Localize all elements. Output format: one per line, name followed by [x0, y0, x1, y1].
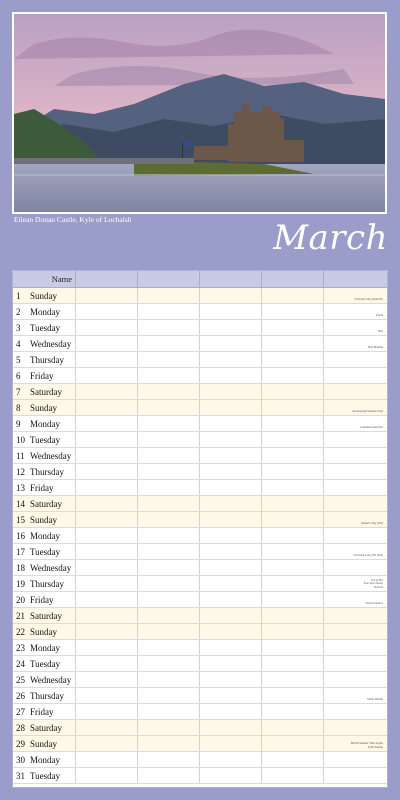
day-row: [13, 720, 387, 736]
day-number: 8: [13, 400, 29, 415]
day-name: Saturday: [29, 608, 76, 623]
entry-cell[interactable]: [200, 416, 262, 431]
entry-cell[interactable]: [200, 464, 262, 479]
entry-cell[interactable]: [324, 368, 386, 383]
day-row: [13, 752, 387, 768]
name-column-1[interactable]: [76, 271, 138, 287]
entry-cell[interactable]: [200, 432, 262, 447]
day-row: [13, 640, 387, 656]
entry-cell[interactable]: [76, 512, 138, 527]
day-name: Sunday: [29, 400, 76, 415]
holiday-note: Purim: [376, 313, 383, 317]
entry-cell[interactable]: [76, 288, 138, 303]
entry-cell[interactable]: [324, 592, 386, 607]
day-name: Wednesday: [29, 448, 76, 463]
entry-cell[interactable]: [76, 352, 138, 367]
day-name: Friday: [29, 704, 76, 719]
entry-cell[interactable]: [76, 672, 138, 687]
day-name: Sunday: [29, 512, 76, 527]
entry-cell[interactable]: [262, 528, 324, 543]
holiday-note: Vernal Equinox: [365, 601, 383, 605]
entry-cell[interactable]: [200, 480, 262, 495]
entry-cell[interactable]: [262, 448, 324, 463]
entry-cell[interactable]: [138, 384, 200, 399]
day-number: 20: [13, 592, 29, 607]
entry-cell[interactable]: [76, 496, 138, 511]
entry-cell[interactable]: [76, 704, 138, 719]
day-number: 1: [13, 288, 29, 303]
entry-cell[interactable]: [138, 512, 200, 527]
day-name: Friday: [29, 368, 76, 383]
entry-cell[interactable]: [138, 768, 200, 783]
entry-cell[interactable]: [262, 656, 324, 671]
entry-cell[interactable]: [324, 448, 386, 463]
day-name: Monday: [29, 304, 76, 319]
entry-cell[interactable]: [200, 768, 262, 783]
entry-cell[interactable]: [138, 448, 200, 463]
entry-cell[interactable]: [262, 720, 324, 735]
day-row: [13, 560, 387, 576]
day-number: 6: [13, 368, 29, 383]
entry-cell[interactable]: [262, 352, 324, 367]
entry-cell[interactable]: [262, 592, 324, 607]
holiday-note: St David's Day (WALES): [354, 297, 383, 301]
entry-cell[interactable]: [324, 496, 386, 511]
day-number: 29: [13, 736, 29, 751]
entry-cell[interactable]: [200, 512, 262, 527]
entry-cell[interactable]: [262, 304, 324, 319]
entry-cell[interactable]: [200, 304, 262, 319]
entry-cell[interactable]: [262, 688, 324, 703]
entry-cell[interactable]: [138, 336, 200, 351]
day-name: Friday: [29, 480, 76, 495]
day-number: 24: [13, 656, 29, 671]
entry-cell[interactable]: [324, 736, 386, 751]
day-row: [13, 656, 387, 672]
holiday-note: Mother's Day (UK): [361, 521, 383, 525]
entry-cell[interactable]: [76, 432, 138, 447]
day-row: [13, 528, 387, 544]
day-row: [13, 480, 387, 496]
entry-cell[interactable]: [76, 400, 138, 415]
day-number: 11: [13, 448, 29, 463]
entry-cell[interactable]: [200, 528, 262, 543]
photo-frame: [12, 12, 387, 214]
entry-cell[interactable]: [262, 512, 324, 527]
day-name: Sunday: [29, 624, 76, 639]
day-row: [13, 384, 387, 400]
entry-cell[interactable]: [262, 768, 324, 783]
day-number: 26: [13, 688, 29, 703]
entry-cell[interactable]: [76, 592, 138, 607]
entry-cell[interactable]: [200, 624, 262, 639]
entry-cell[interactable]: [324, 560, 386, 575]
entry-cell[interactable]: [200, 560, 262, 575]
entry-cell[interactable]: [138, 304, 200, 319]
entry-cell[interactable]: [200, 384, 262, 399]
entry-cell[interactable]: [200, 368, 262, 383]
entry-cell[interactable]: [262, 736, 324, 751]
entry-cell[interactable]: [200, 320, 262, 335]
day-name: Sunday: [29, 736, 76, 751]
entry-cell[interactable]: [262, 368, 324, 383]
entry-cell[interactable]: [138, 592, 200, 607]
entry-cell[interactable]: [324, 400, 386, 415]
holiday-note: Commonwealth Day: [359, 425, 383, 429]
entry-cell[interactable]: [324, 528, 386, 543]
entry-cell[interactable]: [200, 592, 262, 607]
day-number: 18: [13, 560, 29, 575]
entry-cell[interactable]: [324, 336, 386, 351]
holiday-note: Holi: [378, 329, 383, 333]
day-number: 22: [13, 624, 29, 639]
entry-cell[interactable]: [138, 528, 200, 543]
entry-cell[interactable]: [262, 336, 324, 351]
day-number: 28: [13, 720, 29, 735]
entry-cell[interactable]: [262, 384, 324, 399]
entry-cell[interactable]: [138, 400, 200, 415]
entry-cell[interactable]: [324, 688, 386, 703]
day-row: [13, 688, 387, 704]
entry-cell[interactable]: [200, 752, 262, 767]
entry-cell[interactable]: [138, 704, 200, 719]
entry-cell[interactable]: [76, 736, 138, 751]
day-row: [13, 368, 387, 384]
holiday-note: British Summer Time begins Palm Sunday: [350, 742, 383, 749]
day-row: [13, 464, 387, 480]
day-row: [13, 544, 387, 560]
day-number: 27: [13, 704, 29, 719]
entry-cell[interactable]: [324, 512, 386, 527]
landscape-illustration: [14, 14, 385, 212]
day-name: Tuesday: [29, 320, 76, 335]
day-name: Tuesday: [29, 768, 76, 783]
day-row: [13, 624, 387, 640]
entry-cell[interactable]: [138, 672, 200, 687]
day-row: [13, 672, 387, 688]
entry-cell[interactable]: [76, 608, 138, 623]
entry-cell[interactable]: [200, 704, 262, 719]
day-row: [13, 704, 387, 720]
entry-cell[interactable]: [138, 560, 200, 575]
entry-cell[interactable]: [76, 656, 138, 671]
entry-cell[interactable]: [262, 624, 324, 639]
entry-cell[interactable]: [138, 352, 200, 367]
entry-cell[interactable]: [324, 672, 386, 687]
day-number: 21: [13, 608, 29, 623]
day-row: [13, 288, 387, 304]
day-number: 23: [13, 640, 29, 655]
day-row: [13, 352, 387, 368]
day-name: Tuesday: [29, 544, 76, 559]
entry-cell[interactable]: [76, 768, 138, 783]
entry-cell[interactable]: [262, 480, 324, 495]
day-name: Wednesday: [29, 560, 76, 575]
day-number: 9: [13, 416, 29, 431]
entry-cell[interactable]: [76, 368, 138, 383]
entry-cell[interactable]: [138, 752, 200, 767]
calendar-grid: [12, 270, 388, 788]
name-column-4[interactable]: [262, 271, 324, 287]
month-title: March: [273, 218, 388, 258]
entry-cell[interactable]: [76, 336, 138, 351]
day-row: [13, 304, 387, 320]
entry-cell[interactable]: [324, 752, 386, 767]
entry-cell[interactable]: [262, 560, 324, 575]
day-name: Monday: [29, 640, 76, 655]
entry-cell[interactable]: [262, 640, 324, 655]
holiday-note: International Women's Day: [352, 409, 383, 413]
day-number: 30: [13, 752, 29, 767]
day-row: [13, 592, 387, 608]
day-name: Monday: [29, 752, 76, 767]
entry-cell[interactable]: [262, 496, 324, 511]
entry-cell[interactable]: [324, 544, 386, 559]
entry-cell[interactable]: [138, 464, 200, 479]
day-row: [13, 448, 387, 464]
entry-cell[interactable]: [76, 480, 138, 495]
entry-cell[interactable]: [324, 768, 386, 783]
entry-cell[interactable]: [138, 320, 200, 335]
entry-cell[interactable]: [262, 752, 324, 767]
holiday-note: St Patrick's Day (NI, ROI): [353, 553, 383, 557]
day-number: 16: [13, 528, 29, 543]
entry-cell[interactable]: [76, 624, 138, 639]
day-rows: [13, 288, 387, 784]
grid-header: [13, 271, 387, 288]
entry-cell[interactable]: [138, 608, 200, 623]
entry-cell[interactable]: [200, 448, 262, 463]
entry-cell[interactable]: [262, 704, 324, 719]
entry-cell[interactable]: [76, 560, 138, 575]
entry-cell[interactable]: [200, 288, 262, 303]
name-column-header: Name: [13, 271, 76, 287]
day-row: [13, 608, 387, 624]
day-name: Thursday: [29, 352, 76, 367]
entry-cell[interactable]: [200, 544, 262, 559]
day-name: Monday: [29, 416, 76, 431]
entry-cell[interactable]: [138, 720, 200, 735]
entry-cell[interactable]: [138, 576, 200, 591]
day-name: Saturday: [29, 496, 76, 511]
entry-cell[interactable]: [200, 608, 262, 623]
entry-cell[interactable]: [200, 720, 262, 735]
entry-cell[interactable]: [76, 528, 138, 543]
entry-cell[interactable]: [324, 624, 386, 639]
day-row: [13, 576, 387, 592]
day-number: 17: [13, 544, 29, 559]
entry-cell[interactable]: [138, 640, 200, 655]
entry-cell[interactable]: [76, 688, 138, 703]
entry-cell[interactable]: [324, 720, 386, 735]
entry-cell[interactable]: [200, 672, 262, 687]
entry-cell[interactable]: [76, 384, 138, 399]
photo-caption: Eilean Donan Castle, Kyle of Lochalsh: [14, 215, 132, 224]
entry-cell[interactable]: [200, 640, 262, 655]
day-name: Saturday: [29, 384, 76, 399]
entry-cell[interactable]: [324, 640, 386, 655]
day-number: 2: [13, 304, 29, 319]
entry-cell[interactable]: [76, 720, 138, 735]
entry-cell[interactable]: [138, 432, 200, 447]
holiday-note: Manic Hermit: [367, 697, 383, 701]
name-column-2[interactable]: [138, 271, 200, 287]
holiday-note: Holi Bhikshu: [368, 345, 383, 349]
entry-cell[interactable]: [324, 384, 386, 399]
day-number: 15: [13, 512, 29, 527]
entry-cell[interactable]: [262, 416, 324, 431]
entry-cell[interactable]: [324, 416, 386, 431]
entry-cell[interactable]: [138, 544, 200, 559]
castle-photo: [14, 14, 385, 212]
entry-cell[interactable]: [138, 736, 200, 751]
day-number: 13: [13, 480, 29, 495]
entry-cell[interactable]: [324, 656, 386, 671]
day-number: 19: [13, 576, 29, 591]
name-column-5[interactable]: [324, 271, 386, 287]
entry-cell[interactable]: [76, 416, 138, 431]
day-number: 31: [13, 768, 29, 783]
entry-cell[interactable]: [262, 432, 324, 447]
day-number: 10: [13, 432, 29, 447]
entry-cell[interactable]: [138, 480, 200, 495]
entry-cell[interactable]: [76, 576, 138, 591]
name-column-3[interactable]: [200, 271, 262, 287]
day-row: [13, 336, 387, 352]
day-row: [13, 496, 387, 512]
entry-cell[interactable]: [262, 672, 324, 687]
entry-cell[interactable]: [76, 304, 138, 319]
day-name: Friday: [29, 592, 76, 607]
entry-cell[interactable]: [324, 352, 386, 367]
entry-cell[interactable]: [76, 320, 138, 335]
entry-cell[interactable]: [138, 688, 200, 703]
entry-cell[interactable]: [138, 288, 200, 303]
entry-cell[interactable]: [76, 464, 138, 479]
day-name: Thursday: [29, 576, 76, 591]
day-name: Sunday: [29, 288, 76, 303]
day-name: Thursday: [29, 464, 76, 479]
day-name: Monday: [29, 528, 76, 543]
day-name: Tuesday: [29, 656, 76, 671]
day-number: 4: [13, 336, 29, 351]
entry-cell[interactable]: [200, 496, 262, 511]
entry-cell[interactable]: [138, 368, 200, 383]
entry-cell[interactable]: [262, 576, 324, 591]
entry-cell[interactable]: [262, 320, 324, 335]
day-row: [13, 512, 387, 528]
day-row: [13, 320, 387, 336]
entry-cell[interactable]: [324, 576, 386, 591]
day-name: Tuesday: [29, 432, 76, 447]
entry-cell[interactable]: [138, 416, 200, 431]
day-row: [13, 736, 387, 752]
entry-cell[interactable]: [262, 400, 324, 415]
day-number: 5: [13, 352, 29, 367]
entry-cell[interactable]: [324, 704, 386, 719]
entry-cell[interactable]: [200, 736, 262, 751]
entry-cell[interactable]: [262, 544, 324, 559]
day-name: Wednesday: [29, 336, 76, 351]
day-row: [13, 768, 387, 784]
entry-cell[interactable]: [324, 288, 386, 303]
entry-cell[interactable]: [138, 656, 200, 671]
holiday-note: Eid al-Fitr Start Nava Ruzar Nowruz: [363, 578, 383, 589]
entry-cell[interactable]: [200, 656, 262, 671]
day-name: Saturday: [29, 720, 76, 735]
entry-cell[interactable]: [138, 624, 200, 639]
entry-cell[interactable]: [262, 608, 324, 623]
day-number: 14: [13, 496, 29, 511]
day-row: [13, 416, 387, 432]
entry-cell[interactable]: [200, 576, 262, 591]
day-name: Wednesday: [29, 672, 76, 687]
entry-cell[interactable]: [200, 688, 262, 703]
entry-cell[interactable]: [324, 608, 386, 623]
entry-cell[interactable]: [324, 320, 386, 335]
day-name: Thursday: [29, 688, 76, 703]
day-row: [13, 400, 387, 416]
entry-cell[interactable]: [76, 640, 138, 655]
entry-cell[interactable]: [324, 464, 386, 479]
entry-cell[interactable]: [200, 400, 262, 415]
entry-cell[interactable]: [138, 496, 200, 511]
day-number: 25: [13, 672, 29, 687]
day-row: [13, 432, 387, 448]
day-number: 12: [13, 464, 29, 479]
entry-cell[interactable]: [262, 464, 324, 479]
day-number: 7: [13, 384, 29, 399]
entry-cell[interactable]: [76, 544, 138, 559]
entry-cell[interactable]: [324, 304, 386, 319]
entry-cell[interactable]: [76, 752, 138, 767]
entry-cell[interactable]: [262, 288, 324, 303]
entry-cell[interactable]: [324, 432, 386, 447]
day-number: 3: [13, 320, 29, 335]
entry-cell[interactable]: [324, 480, 386, 495]
entry-cell[interactable]: [76, 448, 138, 463]
entry-cell[interactable]: [200, 336, 262, 351]
entry-cell[interactable]: [200, 352, 262, 367]
